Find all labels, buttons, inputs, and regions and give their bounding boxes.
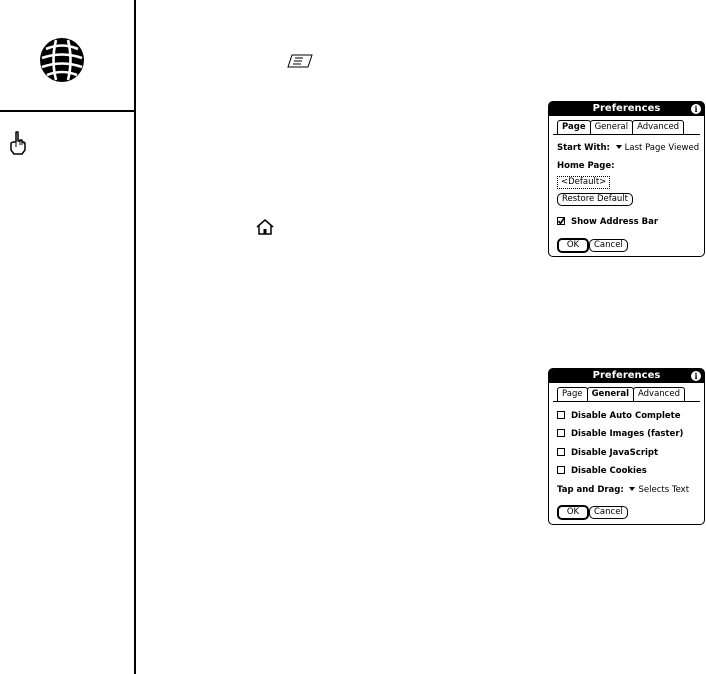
checkbox[interactable]	[557, 466, 565, 474]
tab-page[interactable]: Page	[557, 387, 588, 401]
tab-underline	[553, 134, 700, 135]
ok-button[interactable]: OK	[557, 238, 589, 253]
option-disable-images[interactable]	[557, 429, 683, 439]
tab-bar	[557, 387, 684, 401]
home-icon	[255, 218, 275, 236]
tap-and-drag-value: Selects Text	[638, 485, 690, 495]
start-with-value: Last Page Viewed	[624, 143, 700, 153]
tab-page[interactable]: Page	[557, 120, 591, 134]
tap-and-drag-row	[557, 485, 689, 495]
checkbox[interactable]	[557, 448, 565, 456]
option-label: Disable Images (faster)	[571, 429, 684, 439]
option-label: Disable Auto Complete	[571, 411, 681, 421]
dropdown-arrow-icon	[616, 145, 622, 149]
checkbox[interactable]	[557, 411, 565, 419]
tab-advanced[interactable]: Advanced	[632, 120, 684, 134]
sidebar-divider	[134, 0, 136, 674]
cancel-button[interactable]: Cancel	[589, 506, 628, 519]
dialog-title: Preferences	[592, 103, 661, 114]
checkbox-checked-icon[interactable]	[557, 217, 565, 225]
dialog-title-bar	[549, 369, 704, 383]
dialog-title: Preferences	[592, 370, 661, 381]
home-page-field[interactable]: <Default>	[557, 176, 610, 189]
option-disable-auto-complete[interactable]	[557, 411, 681, 421]
preferences-dialog-general	[548, 368, 705, 525]
option-label: Disable Cookies	[571, 466, 647, 476]
start-with-row	[557, 143, 699, 153]
ok-button[interactable]: OK	[557, 505, 589, 520]
tap-and-drag-label: Tap and Drag:	[557, 485, 624, 495]
option-disable-cookies[interactable]	[557, 466, 647, 476]
restore-default-button[interactable]: Restore Default	[557, 193, 633, 206]
start-with-label: Start With:	[557, 143, 610, 153]
start-with-selector[interactable]	[613, 143, 699, 153]
pointing-hand-icon	[8, 130, 28, 156]
tab-general[interactable]: General	[587, 387, 634, 401]
info-icon[interactable]: i	[691, 371, 701, 381]
tap-and-drag-selector[interactable]	[626, 485, 689, 495]
show-address-bar-row[interactable]	[557, 217, 658, 227]
dropdown-arrow-icon	[629, 487, 635, 491]
tab-bar	[557, 120, 683, 134]
tab-general[interactable]: General	[590, 120, 634, 134]
info-icon[interactable]: i	[691, 104, 701, 114]
dialog-title-bar	[549, 102, 704, 116]
sidebar-rule	[0, 110, 135, 112]
option-label: Disable JavaScript	[571, 448, 659, 458]
globe-icon	[39, 37, 85, 83]
tab-underline	[553, 401, 700, 402]
menu-icon	[286, 54, 314, 68]
tab-advanced[interactable]: Advanced	[633, 387, 685, 401]
cancel-button[interactable]: Cancel	[589, 239, 628, 252]
home-page-label: Home Page:	[557, 161, 615, 171]
preferences-dialog-page	[548, 101, 705, 257]
show-address-bar-label: Show Address Bar	[571, 217, 659, 227]
checkbox[interactable]	[557, 429, 565, 437]
option-disable-javascript[interactable]	[557, 448, 658, 458]
